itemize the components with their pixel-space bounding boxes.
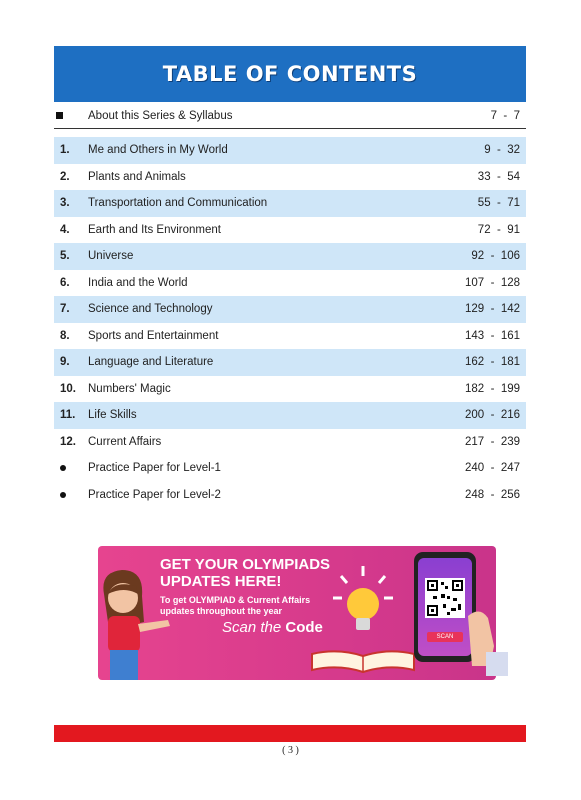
girl-illustration-icon: [90, 564, 170, 684]
toc-entry-title: Life Skills: [88, 409, 137, 422]
banner-subtext-line-2: updates throughout the year: [160, 606, 283, 616]
toc-entry-pages: 143 - 161: [465, 329, 520, 342]
toc-entry-pages: 9 - 32: [484, 144, 520, 157]
toc-entry-title: Sports and Entertainment: [88, 329, 219, 342]
toc-entry-title: Plants and Animals: [88, 170, 186, 183]
chapter-number: 6.: [60, 276, 70, 289]
toc-entry-title: About this Series & Syllabus: [88, 109, 233, 122]
footer-bar: [54, 725, 526, 742]
toc-entry-pages: 33 - 54: [477, 170, 520, 183]
toc-entry-pages: 182 - 199: [465, 382, 520, 395]
toc-entry-title: India and the World: [88, 276, 188, 289]
scan-cta-bold: Code: [285, 619, 323, 636]
chapter-number: 9.: [60, 356, 70, 369]
toc-entry-pages: 200 - 216: [465, 409, 520, 422]
chapter-number: 10.: [60, 382, 76, 395]
banner-headline-line-2: UPDATES HERE!: [160, 573, 282, 590]
scan-code-cta: [222, 619, 323, 636]
page-number: ( 3 ): [282, 745, 299, 756]
round-bullet-icon: [60, 465, 66, 471]
toc-entry-title: Current Affairs: [88, 435, 162, 448]
toc-entry-title: Practice Paper for Level-2: [88, 488, 221, 501]
toc-entry-pages: 240 - 247: [465, 462, 520, 475]
phone-illustration: [414, 552, 476, 662]
toc-row-practice[interactable]: [54, 482, 526, 509]
toc-entry-title: Universe: [88, 250, 134, 263]
chapter-number: 11.: [60, 409, 76, 422]
chapter-number: 7.: [60, 303, 70, 316]
toc-entry-pages: 55 - 71: [477, 197, 520, 210]
open-book-icon: [308, 646, 418, 676]
toc-entry-pages: 7 - 7: [490, 109, 520, 122]
toc-entry-pages: 72 - 91: [477, 223, 520, 236]
toc-row[interactable]: [54, 243, 526, 270]
toc-entry-title: Me and Others in My World: [88, 144, 228, 157]
toc-entry-title: Practice Paper for Level-1: [88, 462, 221, 475]
page-title: TABLE OF CONTENTS: [162, 62, 418, 86]
toc-row[interactable]: [54, 349, 526, 376]
banner-headline: [160, 556, 330, 590]
toc-row-intro[interactable]: [54, 103, 526, 129]
toc-entry-pages: 129 - 142: [465, 303, 520, 316]
banner-headline-line-1: GET YOUR OLYMPIADS: [160, 556, 331, 573]
qr-code-icon[interactable]: [425, 578, 465, 618]
toc-row[interactable]: [54, 429, 526, 456]
scan-button[interactable]: SCAN: [427, 632, 463, 642]
toc-entry-pages: 92 - 106: [471, 250, 520, 263]
toc-header: [54, 46, 526, 102]
toc-entry-title: Science and Technology: [88, 303, 213, 316]
chapter-number: 1.: [60, 144, 70, 157]
lightbulb-icon: [333, 564, 393, 644]
toc-list: [54, 103, 526, 508]
scan-cta-text: Scan the: [222, 619, 286, 636]
hand-icon: [468, 596, 508, 676]
chapter-number: 2.: [60, 170, 70, 183]
toc-row[interactable]: [54, 137, 526, 164]
banner-subtext: [160, 595, 310, 617]
toc-entry-title: Earth and Its Environment: [88, 223, 221, 236]
toc-entry-pages: 107 - 128: [465, 276, 520, 289]
olympiad-updates-banner[interactable]: [98, 546, 496, 680]
toc-entry-title: Transportation and Communication: [88, 197, 268, 210]
round-bullet-icon: [60, 492, 66, 498]
toc-entry-title: Language and Literature: [88, 356, 214, 369]
chapter-number: 12.: [60, 435, 76, 448]
toc-entry-pages: 217 - 239: [465, 435, 520, 448]
square-bullet-icon: [56, 112, 63, 119]
chapter-number: 8.: [60, 329, 70, 342]
toc-row[interactable]: [54, 217, 526, 244]
toc-row[interactable]: [54, 296, 526, 323]
chapter-number: 3.: [60, 197, 70, 210]
toc-row-practice[interactable]: [54, 455, 526, 482]
toc-entry-pages: 248 - 256: [465, 488, 520, 501]
toc-row[interactable]: [54, 164, 526, 191]
phone-screen: [418, 558, 472, 656]
chapter-number: 4.: [60, 223, 70, 236]
toc-row[interactable]: [54, 190, 526, 217]
toc-entry-pages: 162 - 181: [465, 356, 520, 369]
toc-row[interactable]: [54, 323, 526, 350]
banner-subtext-line-1: To get OLYMPIAD & Current Affairs: [160, 595, 311, 605]
toc-row[interactable]: [54, 376, 526, 403]
chapter-number: 5.: [60, 250, 70, 263]
toc-entry-title: Numbers' Magic: [88, 382, 171, 395]
toc-row[interactable]: [54, 402, 526, 429]
toc-row[interactable]: [54, 270, 526, 297]
